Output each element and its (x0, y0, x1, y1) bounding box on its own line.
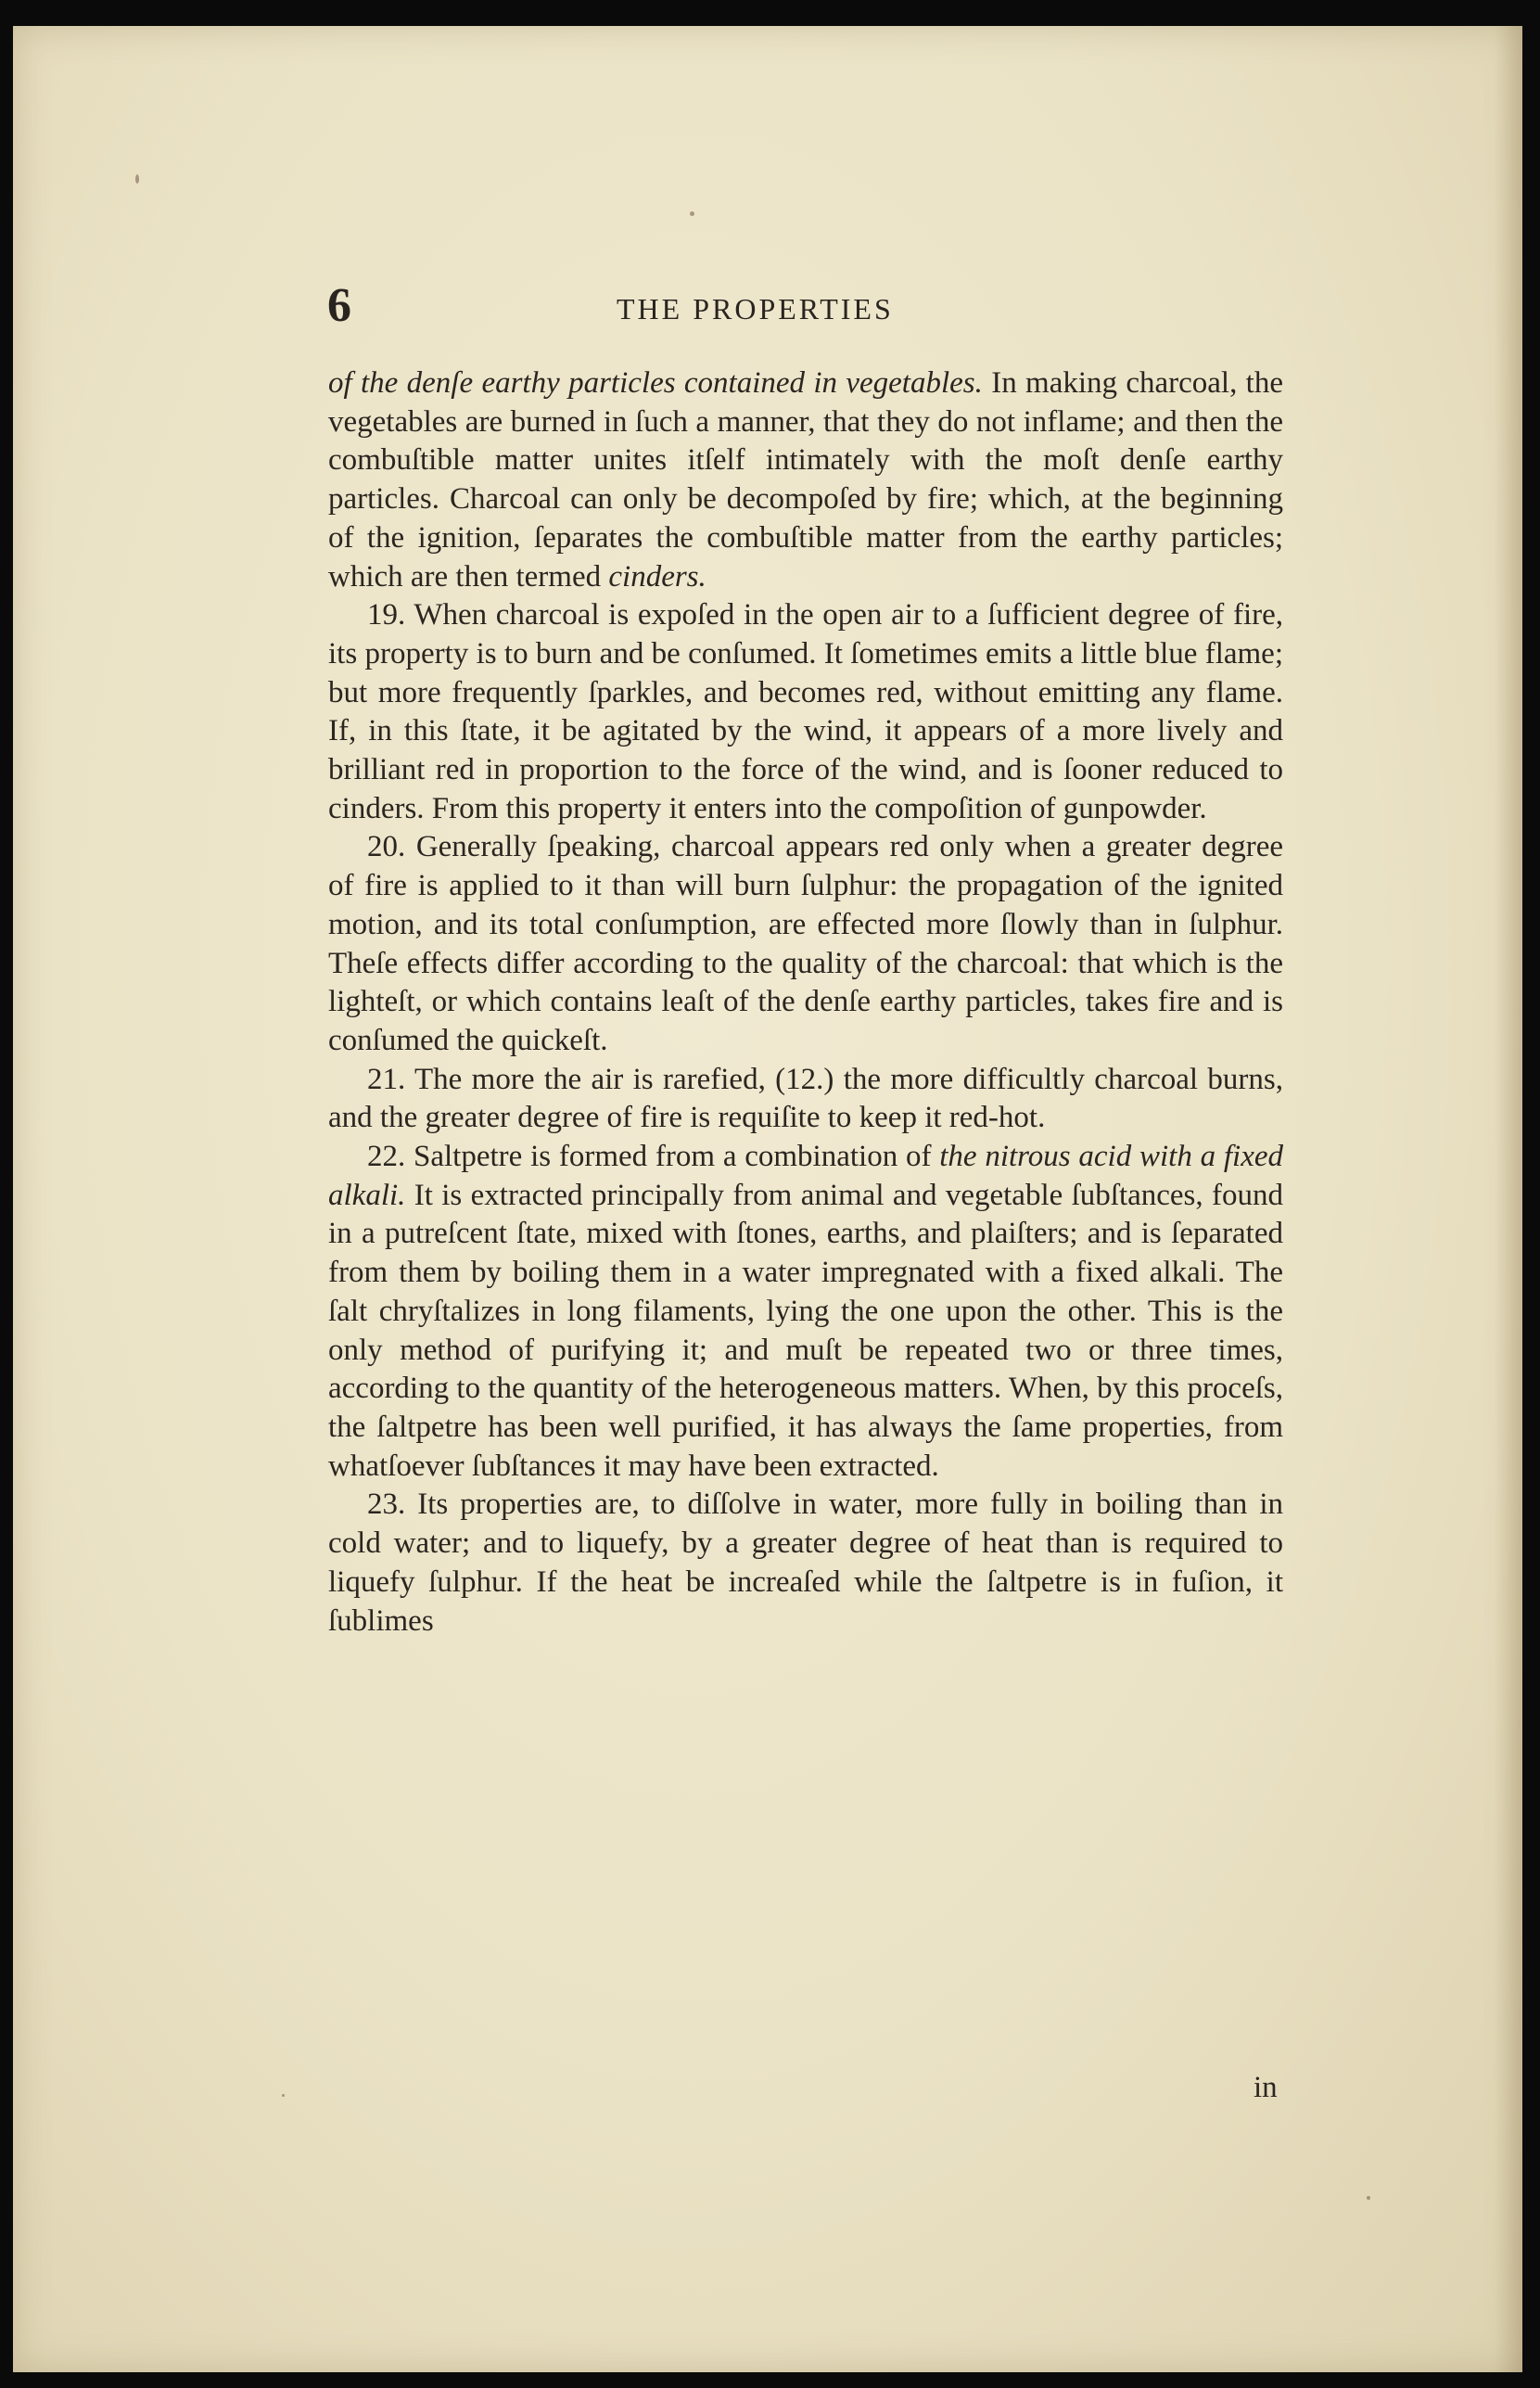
catchword: in (1254, 2071, 1278, 2104)
text-segment: 23. Its properties are, to diſſolve in water, more fully in boiling than in cold water; and to liquefy, by a greater degree of heat than is required to liquefy ſulphur. If the heat be increaſed while the ſaltpetre is in fuſion, it ſublimes (328, 1488, 1283, 1638)
page-edge-shadow (1495, 26, 1522, 2372)
text-segment: In making charcoal, the vegetables are burned in ſuch a manner, that they do not inflame; and then the combuſtible matter unites itſelf intimately with the moſt denſe earthy particles. Charcoal can only be decompoſed by fire; which, at the beginning of the ignition, ſeparates the combuſtible matter from the earthy particles; which are then termed (328, 366, 1283, 594)
italic-text: of the denſe earthy particles contained in vegetables. (328, 366, 983, 400)
paragraph-p-22 (328, 1138, 1283, 1486)
paragraph-p-20 (328, 828, 1283, 1060)
paragraph-p-23 (328, 1486, 1283, 1641)
page-number: 6 (327, 279, 351, 332)
text-segment: 21. The more the air is rarefied, (12.) the more difficultly charcoal burns, and the greater degree of fire is requiſite to keep it red-hot. (328, 1062, 1283, 1135)
running-title: THE PROPERTIES (617, 292, 894, 326)
text-segment: 22. Saltpetre is formed from a combination of (367, 1140, 940, 1174)
text-segment: It is extracted principally from animal and vegetable ſubſtances, found in a putreſcent ſtate, mixed with ſtones, earths, and plaiſters; and is ſeparated from them by boiling them in a water impregnated with a fixed alkali. The ſalt chryſtalizes in long filaments, lying the one upon the other. This is the only method of purifying it; and muſt be repeated two or three times, according to the quantity of the heterogeneous matters. When, by this proceſs, the ſaltpetre has been well purified, it has always the ſame properties, from whatſoever ſubſtances it may have been extracted. (328, 1178, 1283, 1483)
paper-speck (690, 211, 694, 216)
paper-speck (282, 2094, 285, 2097)
body-text (328, 364, 1283, 1641)
book-page (13, 26, 1522, 2372)
page-header (315, 278, 1279, 343)
paragraph-p-21 (328, 1061, 1283, 1138)
text-segment: 20. Generally ſpeaking, charcoal appears red only when a greater degree of fire is applied to it than will burn ſulphur: the propagation of the ignited motion, and its total conſumption, are effected more ſlowly than in ſulphur. Theſe effects differ according to the quality of the charcoal: that which is the lighteſt, or which contains leaſt of the denſe earthy particles, takes fire and is conſumed the quickeſt. (328, 830, 1283, 1057)
paragraph-p-19 (328, 596, 1283, 828)
italic-text: cinders. (608, 559, 706, 594)
paper-speck (1367, 2196, 1370, 2200)
text-segment: 19. When charcoal is expoſed in the open air to a ſufficient degree of fire, its property is to burn and be conſumed. It ſometimes emits a little blue flame; but more frequently ſparkles, and becomes red, without emitting any flame. If, in this ſtate, it be agitated by the wind, it appears of a more lively and brilliant red in proportion to the force of the wind, and is ſooner reduced to cinders. From this property it enters into the compoſition of gunpowder. (328, 598, 1283, 825)
italic-text: the nitrous acid with a fixed alkali. (328, 1140, 1283, 1212)
paragraph-p-cont (328, 364, 1283, 596)
paper-speck (135, 174, 139, 184)
